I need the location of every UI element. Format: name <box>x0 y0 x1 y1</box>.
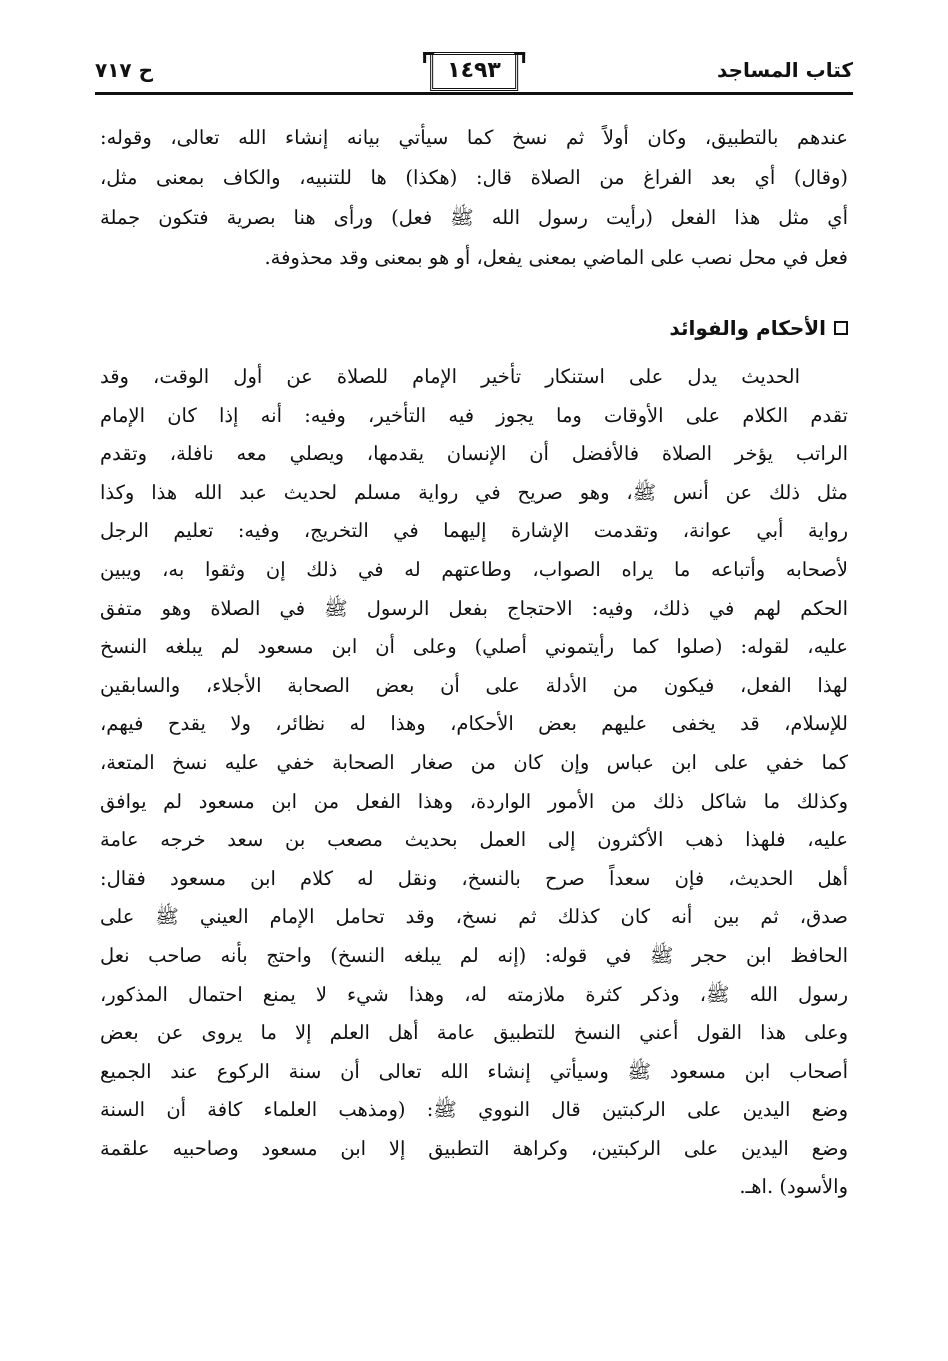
text-line: رواية أبي عوانة، وتقدمت الإشارة إليهما في التخريج، وفيه: تعليم الرجل <box>100 519 848 543</box>
text-line: الحكم لهم في ذلك، وفيه: الاحتجاج بفعل الرسول ﷺ في الصلاة وهو متفق <box>100 596 848 620</box>
text-line: عليه، لقوله: (صلوا كما رأيتموني أصلي) وعلى أن ابن مسعود لم يبلغه النسخ <box>100 635 848 659</box>
paragraph-1 <box>100 118 848 278</box>
text-line: الراتب يؤخر الصلاة فالأفضل أن الإنسان يقدمها، ويصلي معه نافلة، وتقدم <box>100 442 848 466</box>
text-line: وكذلك ما شاكل ذلك من الأمور الواردة، وهذا الفعل من ابن مسعود لم يوافق <box>100 789 848 813</box>
section-heading-text: الأحكام والفوائد <box>669 316 826 340</box>
header-rule <box>95 92 853 95</box>
text-line: (وقال) أي بعد الفراغ من الصلاة قال: (هكذا) ها للتنبيه، والكاف بمعنى مثل، <box>100 166 848 189</box>
text-line: أي مثل هذا الفعل (رأيت رسول الله ﷺ فعل) ورأى هنا بصرية فتكون جملة <box>100 206 848 229</box>
text-line: وضع اليدين على الركبتين، وكراهة التطبيق إلا ابن مسعود وصاحبيه علقمة <box>100 1136 848 1160</box>
book-title: كتاب المساجد <box>717 58 853 82</box>
text-line: أصحاب ابن مسعود ﷺ وسيأتي إنشاء الله تعالى أن سنة الركوع عند الجميع <box>100 1059 848 1083</box>
paragraph-2 <box>100 358 848 1207</box>
page-header <box>95 52 853 96</box>
text-line: وضع اليدين على الركبتين قال النووي ﷺ: (ومذهب العلماء كافة أن السنة <box>100 1098 848 1122</box>
text-line: والأسود) .اهـ. <box>739 1175 848 1199</box>
hadith-reference: ح ٧١٧ <box>95 58 154 82</box>
text-line: الحديث يدل على استنكار تأخير الإمام للصلاة عن أول الوقت، وقد <box>100 365 800 388</box>
square-bullet-icon <box>834 321 848 335</box>
text-line: كما خفي على ابن عباس وإن كان من صغار الصحابة خفي عليه نسخ المتعة، <box>100 750 848 774</box>
text-line: لأصحابه وأتباعه ما يراه الصواب، وطاعتهم له في ذلك إن وثقوا به، ويبين <box>100 557 848 581</box>
page-number: ١٤٩٣ <box>430 52 518 91</box>
text-line: فعل في محل نصب على الماضي بمعنى يفعل، أو هو بمعنى وقد محذوفة. <box>264 246 848 269</box>
text-line: صدق، ثم بين أنه كان كذلك ثم نسخ، وقد تحامل الإمام العيني ﷺ على <box>100 905 848 929</box>
text-line: رسول الله ﷺ، وذكر كثرة ملازمته له، وهذا شيء لا يمنع احتمال المذكور، <box>100 982 848 1006</box>
text-line: أهل الحديث، فإن سعداً صرح بالنسخ، ونقل له كلام ابن مسعود فقال: <box>100 866 848 890</box>
text-line: للإسلام، قد يخفى عليهم بعض الأحكام، وهذا له نظائر، ولا يقدح فيهم، <box>100 712 848 736</box>
text-line: وعلى هذا القول أعني النسخ للتطبيق عامة أهل العلم إلا ما يروى عن بعض <box>100 1021 848 1045</box>
text-line: تقدم الكلام على الأوقات وما يجوز فيه التأخير، وفيه: أنه إذا كان الإمام <box>100 403 848 427</box>
section-heading <box>669 316 848 340</box>
text-line: الحافظ ابن حجر ﷺ في قوله: (إنه لم يبلغه النسخ) واحتج بأنه صاحب نعل <box>100 943 848 967</box>
text-line: لهذا الفعل، فيكون من الأدلة على أن بعض الصحابة الأجلاء، والسابقين <box>100 673 848 697</box>
text-line: عليه، فلهذا ذهب الأكثرون إلى العمل بحديث مصعب بن سعد خرجه عامة <box>100 828 848 852</box>
text-line: مثل ذلك عن أنس ﷺ، وهو صريح في رواية مسلم لحديث عبد الله هذا وكذا <box>100 480 848 504</box>
text-line: عندهم بالتطبيق، وكان أولاً ثم نسخ كما سيأتي بيانه إنشاء الله تعالى، وقوله: <box>100 126 848 149</box>
